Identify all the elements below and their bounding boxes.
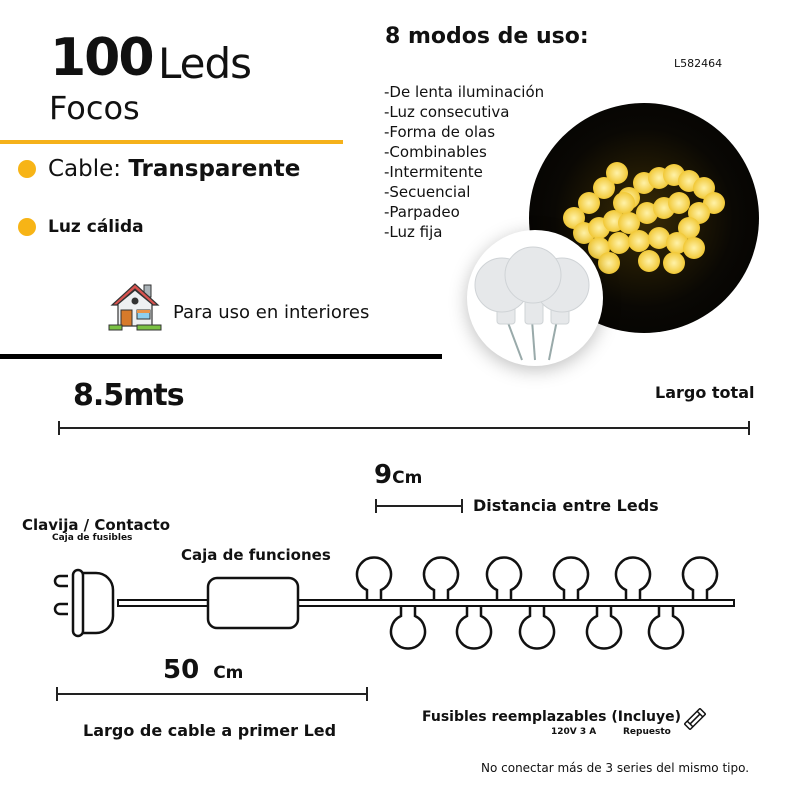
plug-sublabel: Caja de fusibles	[52, 533, 133, 543]
string-diagram	[0, 540, 800, 650]
lead-cable-dimension-line	[57, 693, 367, 695]
lead-cable-value	[163, 655, 243, 685]
mode-item: -De lenta iluminación	[384, 83, 545, 101]
dimension-tick	[366, 687, 368, 701]
lead-cable-unit: Cm	[213, 663, 244, 683]
mode-item: -Combinables	[384, 143, 487, 161]
controller-label: Caja de funciones	[181, 546, 331, 564]
dimension-tick	[461, 499, 463, 513]
warning-note: No conectar más de 3 series del mismo tipo.	[481, 761, 750, 775]
led-spacing-label: Distancia entre Leds	[473, 496, 659, 515]
cable-label: Cable:	[48, 156, 122, 182]
mode-item: -Luz consecutiva	[384, 103, 510, 121]
led-spacing-value	[374, 460, 422, 490]
dimension-tick	[56, 687, 58, 701]
light-type: Luz cálida	[48, 217, 144, 237]
product-subtitle: Focos	[49, 89, 140, 127]
modes-list	[384, 82, 544, 242]
cable-value: Transparente	[128, 156, 301, 182]
house-icon	[108, 281, 163, 331]
dimension-tick	[58, 421, 60, 435]
total-length-label: Largo total	[655, 383, 755, 402]
light-feature	[18, 217, 144, 237]
led-unit: Leds	[158, 39, 252, 88]
mode-item: -Forma de olas	[384, 123, 496, 141]
led-spacing-dimension-line	[376, 505, 462, 507]
lead-cable-label: Largo de cable a primer Led	[83, 721, 337, 740]
bullet-icon	[18, 160, 36, 178]
controller-box	[208, 578, 298, 628]
bullet-icon	[18, 218, 36, 236]
fuse-rating: 120V 3 A	[551, 727, 597, 737]
section-divider	[0, 354, 442, 359]
total-length-value: 8.5mts	[73, 378, 184, 413]
sku-code: L582464	[674, 57, 723, 70]
indoor-use-label: Para uso en interiores	[173, 302, 370, 323]
fuse-icon	[682, 706, 708, 732]
accent-divider	[0, 140, 343, 144]
dimension-tick	[375, 499, 377, 513]
plug-label: Clavija / Contacto	[22, 516, 171, 534]
mode-item: -Intermitente	[384, 163, 483, 181]
fuses-label: Fusibles reemplazables (Incluye)	[422, 709, 682, 725]
cable-feature	[18, 156, 300, 182]
mode-item: -Luz fija	[384, 223, 443, 241]
modes-title: 8 modos de uso:	[385, 24, 589, 49]
led-spacing-number: 9	[374, 460, 393, 490]
bulb-closeup-photo	[467, 230, 603, 366]
dimension-tick	[748, 421, 750, 435]
led-spacing-unit: Cm	[392, 468, 423, 488]
plug-icon	[55, 570, 113, 636]
fuse-spare: Repuesto	[623, 727, 671, 737]
mode-item: -Parpadeo	[384, 203, 460, 221]
lead-cable-number: 50	[163, 655, 200, 685]
total-length-dimension-line	[59, 427, 750, 429]
led-count: 100	[50, 28, 153, 88]
mode-item: -Secuencial	[384, 183, 471, 201]
